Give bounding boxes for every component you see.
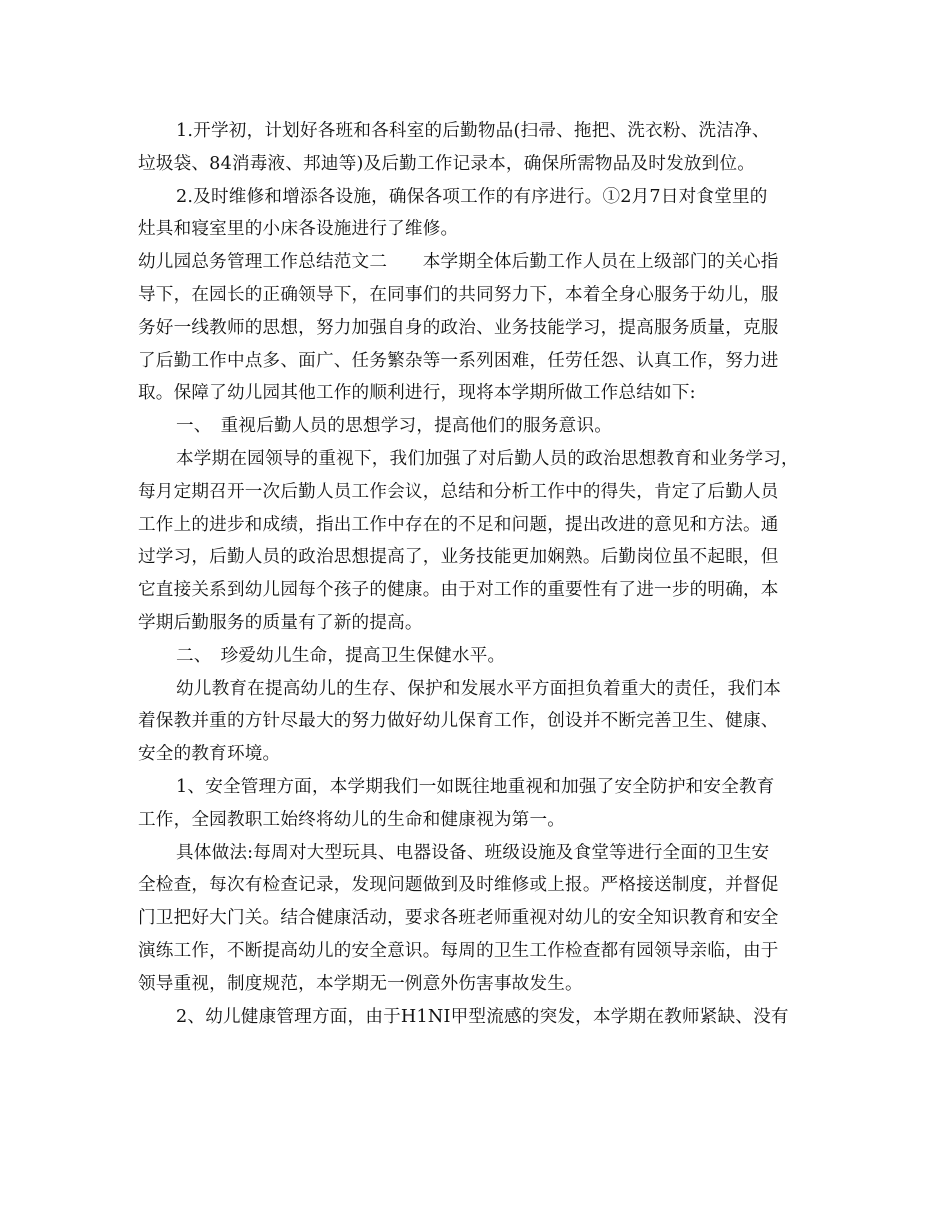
text-line: 每月定期召开一次后勤人员工作会议，总结和分析工作中的得失，肯定了后勤人员 [138,481,779,502]
text-line: 具体做法:每周对大型玩具、电器设备、班级设施及食堂等进行全面的卫生安 [176,842,770,863]
text-line: 过学习，后勤人员的政治思想提高了，业务技能更加娴熟。后勤岗位虽不起眼，但 [138,547,779,568]
text-line: 务好一线教师的思想，努力加强自身的政治、业务技能学习，提高服务质量，克服 [138,317,779,338]
text-line: 导下，在园长的正确领导下，在同事们的共同努力下，本着全身心服务于幼儿，服 [138,284,779,305]
text-line: 着保教并重的方针尽最大的努力做好幼儿保育工作，创设并不断完善卫生、健康、 [138,711,779,732]
text-line: 1、安全管理方面，本学期我们一如既往地重视和加强了安全防护和安全教育 [176,776,775,797]
text-line: 工作，全园教职工始终将幼儿的生命和健康视为第一。 [138,809,566,830]
text-line: 取。保障了幼儿园其他工作的顺利进行，现将本学期所做工作总结如下: [138,383,696,404]
text-line: 全检查，每次有检查记录，发现问题做到及时维修或上报。严格接送制度，并督促 [138,875,779,896]
text-line: 学期后勤服务的质量有了新的提高。 [138,612,423,633]
text-line: 了后勤工作中点多、面广、任务繁杂等一系列困难，任劳任怨、认真工作，努力进 [138,350,779,371]
text-line: 2、幼儿健康管理方面，由于H1NI甲型流感的突发，本学期在教师紧缺、没有 [176,1006,789,1027]
text-line: 2.及时维修和增添各设施，确保各项工作的有序进行。①2月7日对食堂里的 [176,186,768,207]
subheading-line: 二、 珍爱幼儿生命，提高卫生保健水平。 [176,645,506,666]
text-line: 垃圾袋、84消毒液、邦迪等)及后勤工作记录本，确保所需物品及时发放到位。 [138,153,756,174]
subheading-line: 一、 重视后勤人员的思想学习，提高他们的服务意识。 [176,416,613,437]
text-line: 演练工作，不断提高幼儿的安全意识。每周的卫生工作检查都有园领导亲临，由于 [138,940,779,961]
text-line: 门卫把好大门关。结合健康活动，要求各班老师重视对幼儿的安全知识教育和安全 [138,908,779,929]
text-line: 工作上的进步和成绩，指出工作中存在的不足和问题，提出改进的意见和方法。通 [138,514,779,535]
text-line: 本学期在园领导的重视下，我们加强了对后勤人员的政治思想教育和业务学习， [176,448,799,469]
section-title-line: 幼儿园总务管理工作总结范文二 本学期全体后勤工作人员在上级部门的关心指 [138,252,779,273]
text-line: 领导重视，制度规范，本学期无一例意外伤害事故发生。 [138,973,583,994]
text-line: 1.开学初，计划好各班和各科室的后勤物品(扫帚、拖把、洗衣粉、洗洁净、 [176,121,770,141]
text-line: 幼儿教育在提高幼儿的生存、保护和发展水平方面担负着重大的责任，我们本 [176,678,781,699]
text-line: 灶具和寝室里的小床各设施进行了维修。 [138,219,459,240]
text-line: 它直接关系到幼儿园每个孩子的健康。由于对工作的重要性有了进一步的明确，本 [138,580,779,601]
text-line: 安全的教育环境。 [138,744,281,765]
document-page [138,115,828,1033]
